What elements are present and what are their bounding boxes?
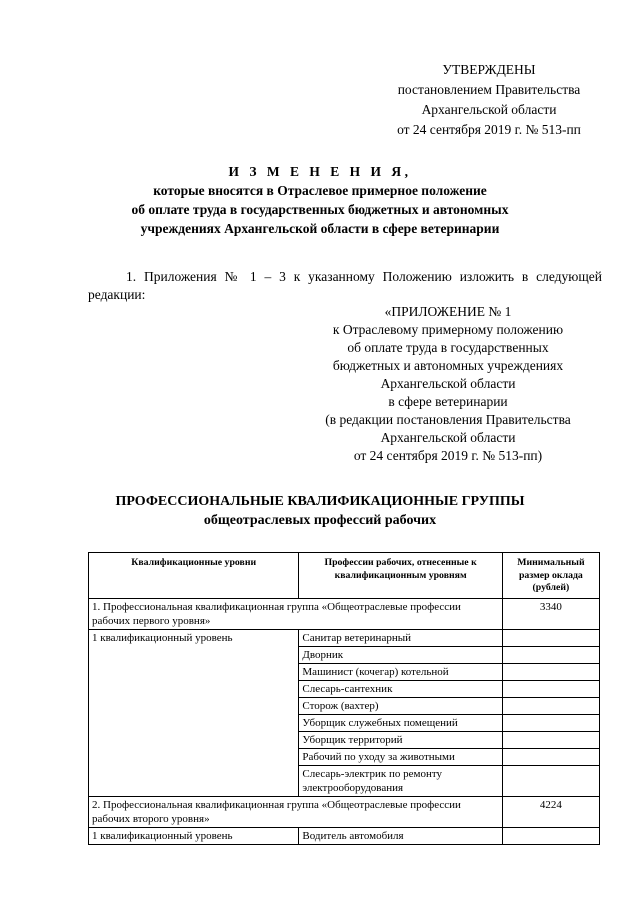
profession-cell: Уборщик территорий [299,731,502,748]
group-title: 2. Профессиональная квалификационная группа «Общеотраслевые профессии рабочих второго уровня» [89,796,503,827]
appendix-line: (в редакции постановления Правительства [325,412,571,427]
paragraph-1: 1. Приложения № 1 – 3 к указанному Положению изложить в следующей редакции: [88,269,602,302]
profession-cell: Сторож (вахтер) [299,697,502,714]
appendix-line: «ПРИЛОЖЕНИЕ № 1 [384,304,512,319]
profession-cell: Машинист (кочегар) котельной [299,663,502,680]
approval-line: от 24 сентября 2019 г. № 513-пп [397,122,581,137]
salary-cell [502,680,599,697]
changes-subtitle-line: которые вносятся в Отраслевое примерное положение [153,183,487,198]
appendix-line: бюджетных и автономных учреждениях [332,358,564,373]
qualification-table [88,552,600,845]
group-row [89,598,600,629]
approval-line: Архангельской области [421,102,557,117]
changes-title [96,162,544,238]
section-title-line: общеотраслевых профессий рабочих [203,513,437,528]
salary-cell [502,731,599,748]
group-row [89,796,600,827]
changes-subtitle-line: об оплате труда в государственных бюджетных и автономных [131,202,509,217]
salary-cell [502,663,599,680]
approval-block [370,60,608,140]
salary-cell [502,714,599,731]
header-salary: Минимальный размер оклада (рублей) [502,553,599,599]
section-title [96,492,544,530]
changes-subtitle-line: учреждениях Архангельской области в сфере ветеринарии [140,221,500,236]
table-row [89,629,600,646]
header-professions: Профессии рабочих, отнесенные к квалификационным уровням [299,553,502,599]
level-cell: 1 квалификационный уровень [89,827,299,844]
appendix-line: к Отраслевому примерному положению [332,322,564,337]
salary-cell [502,748,599,765]
appendix-line: об оплате труда в государственных [347,340,549,355]
appendix-line: Архангельской области [380,376,516,391]
salary-cell [502,827,599,844]
table-header-row [89,553,600,599]
group-salary: 4224 [502,796,599,827]
table-row [89,827,600,844]
appendix-line: в сфере ветеринарии [388,394,508,409]
salary-cell [502,697,599,714]
salary-cell [502,629,599,646]
profession-cell: Слесарь-сантехник [299,680,502,697]
profession-cell: Санитар ветеринарный [299,629,502,646]
salary-cell [502,765,599,796]
group-title: 1. Профессиональная квалификационная группа «Общеотраслевые профессии рабочих первого уровня» [89,598,503,629]
profession-cell: Водитель автомобиля [299,827,502,844]
profession-cell: Уборщик служебных помещений [299,714,502,731]
group-salary: 3340 [502,598,599,629]
header-levels: Квалификационные уровни [89,553,299,599]
approval-line: постановлением Правительства [397,82,581,97]
profession-cell: Дворник [299,646,502,663]
approval-line: УТВЕРЖДЕНЫ [442,62,536,77]
appendix-line: от 24 сентября 2019 г. № 513-пп) [353,448,543,463]
section-title-line: ПРОФЕССИОНАЛЬНЫЕ КВАЛИФИКАЦИОННЫЕ ГРУППЫ [115,494,525,509]
profession-cell: Рабочий по уходу за животными [299,748,502,765]
appendix-line: Архангельской области [380,430,516,445]
changes-heading: И З М Е Н Е Н И Я, [228,164,412,179]
appendix-header [300,303,596,465]
profession-cell: Слесарь-электрик по ремонту электрооборудования [299,765,502,796]
level-cell: 1 квалификационный уровень [89,629,299,796]
salary-cell [502,646,599,663]
